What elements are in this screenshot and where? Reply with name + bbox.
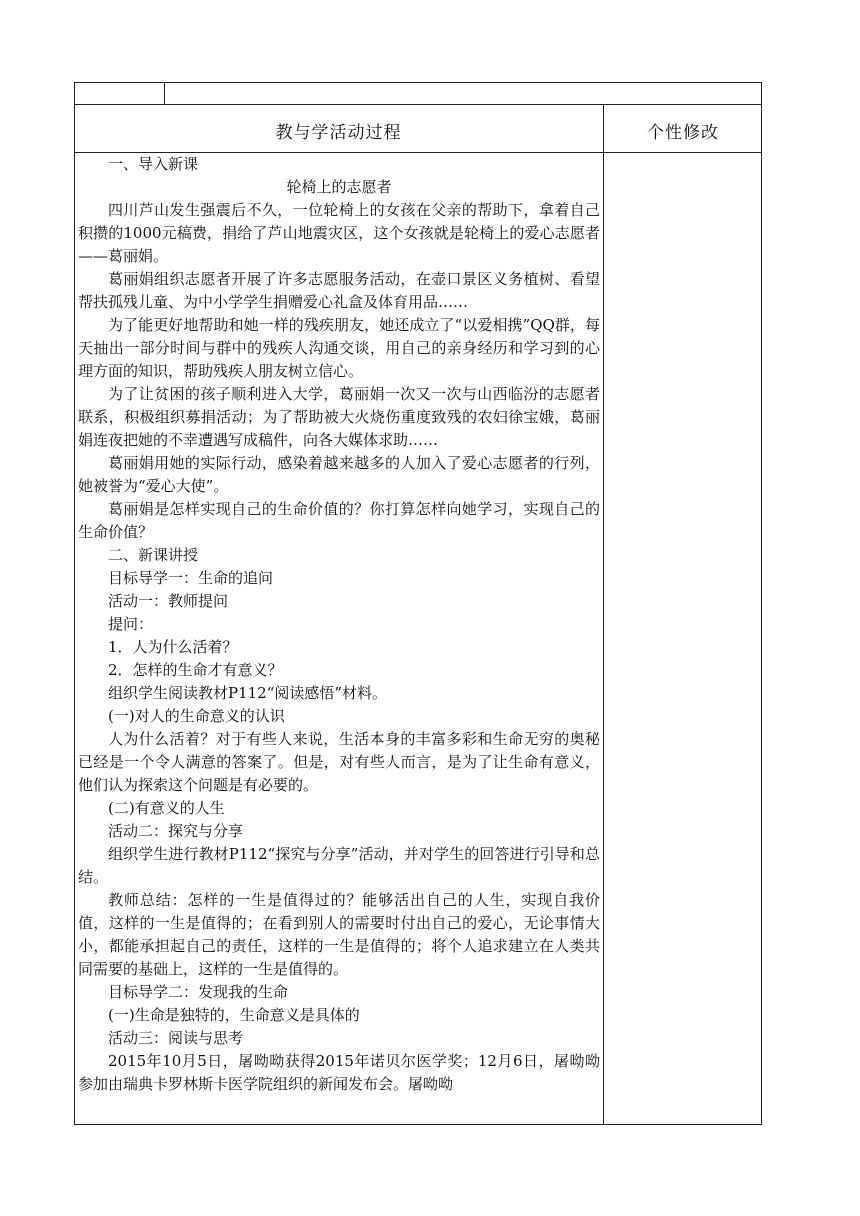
- header-personal-modification: 个性修改: [647, 123, 719, 143]
- content-paragraph: 组织学生进行教材P112“探究与分享”活动，并对学生的回答进行引导和总结。: [78, 845, 600, 886]
- content-paragraph: 葛丽娟组织志愿者开展了许多志愿服务活动，在壶口景区义务植树、看望帮扶孤残儿童、为中小学学生捐赠爱心礼盒及体育用品……: [78, 270, 600, 311]
- content-paragraph: 提问：: [108, 615, 154, 633]
- content-paragraph: 葛丽娟用她的实际行动，感染着越来越多的人加入了爱心志愿者的行列，她被誉为“爱心大使”。: [78, 454, 600, 495]
- content-paragraph: 活动二：探究与分享: [108, 822, 244, 840]
- content-paragraph: 目标导学二：发现我的生命: [108, 983, 289, 1001]
- content-paragraph: (二)有意义的人生: [108, 799, 225, 817]
- content-paragraph: 轮椅上的志愿者: [286, 178, 392, 196]
- content-paragraph: 为了让贫困的孩子顺利进入大学，葛丽娟一次又一次与山西临汾的志愿者联系，积极组织募捐活动；为了帮助被大火烧伤重度致残的农妇徐宝娥，葛丽娟连夜把她的不幸遭遇写成稿件，向各大媒体求助……: [78, 385, 600, 449]
- content-paragraph: 一、导入新课: [108, 155, 199, 173]
- table-row-divider-top: [74, 104, 762, 105]
- content-paragraph: (一)生命是独特的，生命意义是具体的: [108, 1006, 360, 1024]
- content-paragraph: 为了能更好地帮助和她一样的残疾朋友，她还成立了“以爱相携”QQ群，每天抽出一部分时间与群中的残疾人沟通交谈，用自己的亲身经历和学习到的心理方面的知识，帮助残疾人朋友树立信心。: [78, 316, 600, 380]
- content-paragraph: 活动三：阅读与思考: [108, 1029, 244, 1047]
- content-paragraph: (一)对人的生命意义的认识: [108, 707, 285, 725]
- content-paragraph: 葛丽娟是怎样实现自己的生命价值的？你打算怎样向她学习，实现自己的生命价值？: [78, 500, 600, 541]
- content-paragraph: 教师总结：怎样的一生是值得过的？能够活出自己的人生，实现自我价值，这样的一生是值得的；在看到别人的需要时付出自己的爱心，无论事情大小，都能承担起自己的责任，这样的一生是值得的；将个人追求建立在人类共同需要的基础上，这样的一生是值得的。: [78, 891, 600, 978]
- lesson-content: [78, 153, 600, 1123]
- content-paragraph: 活动一：教师提问: [108, 592, 229, 610]
- content-paragraph: 四川芦山发生强震后不久，一位轮椅上的女孩在父亲的帮助下，拿着自己积攒的1000元稿费，捐给了芦山地震灾区，这个女孩就是轮椅上的爱心志愿者——葛丽娟。: [78, 201, 600, 265]
- content-paragraph: 目标导学一：生命的追问: [108, 569, 274, 587]
- content-paragraph: 人为什么活着？对于有些人来说，生活本身的丰富多彩和生命无穷的奥秘已经是一个令人满意的答案了。但是，对有些人而言，是为了让生命有意义，他们认为探索这个问题是有必要的。: [78, 730, 600, 794]
- content-paragraph: 2．怎样的生命才有意义？: [108, 661, 283, 679]
- header-teaching-process: 教与学活动过程: [275, 123, 402, 143]
- table-col-divider-top: [164, 82, 165, 104]
- content-paragraph: 2015年10月5日，屠呦呦获得2015年诺贝尔医学奖；12月6日，屠呦呦参加由瑞典卡罗林斯卡医学院组织的新闻发布会。屠呦呦: [78, 1052, 600, 1093]
- content-paragraph: 1．人为什么活着？: [108, 638, 238, 656]
- table-col-divider-main: [603, 104, 604, 1125]
- content-paragraph: 组织学生阅读教材P112“阅读感悟”材料。: [108, 684, 388, 702]
- content-paragraph: 二、新课讲授: [108, 546, 199, 564]
